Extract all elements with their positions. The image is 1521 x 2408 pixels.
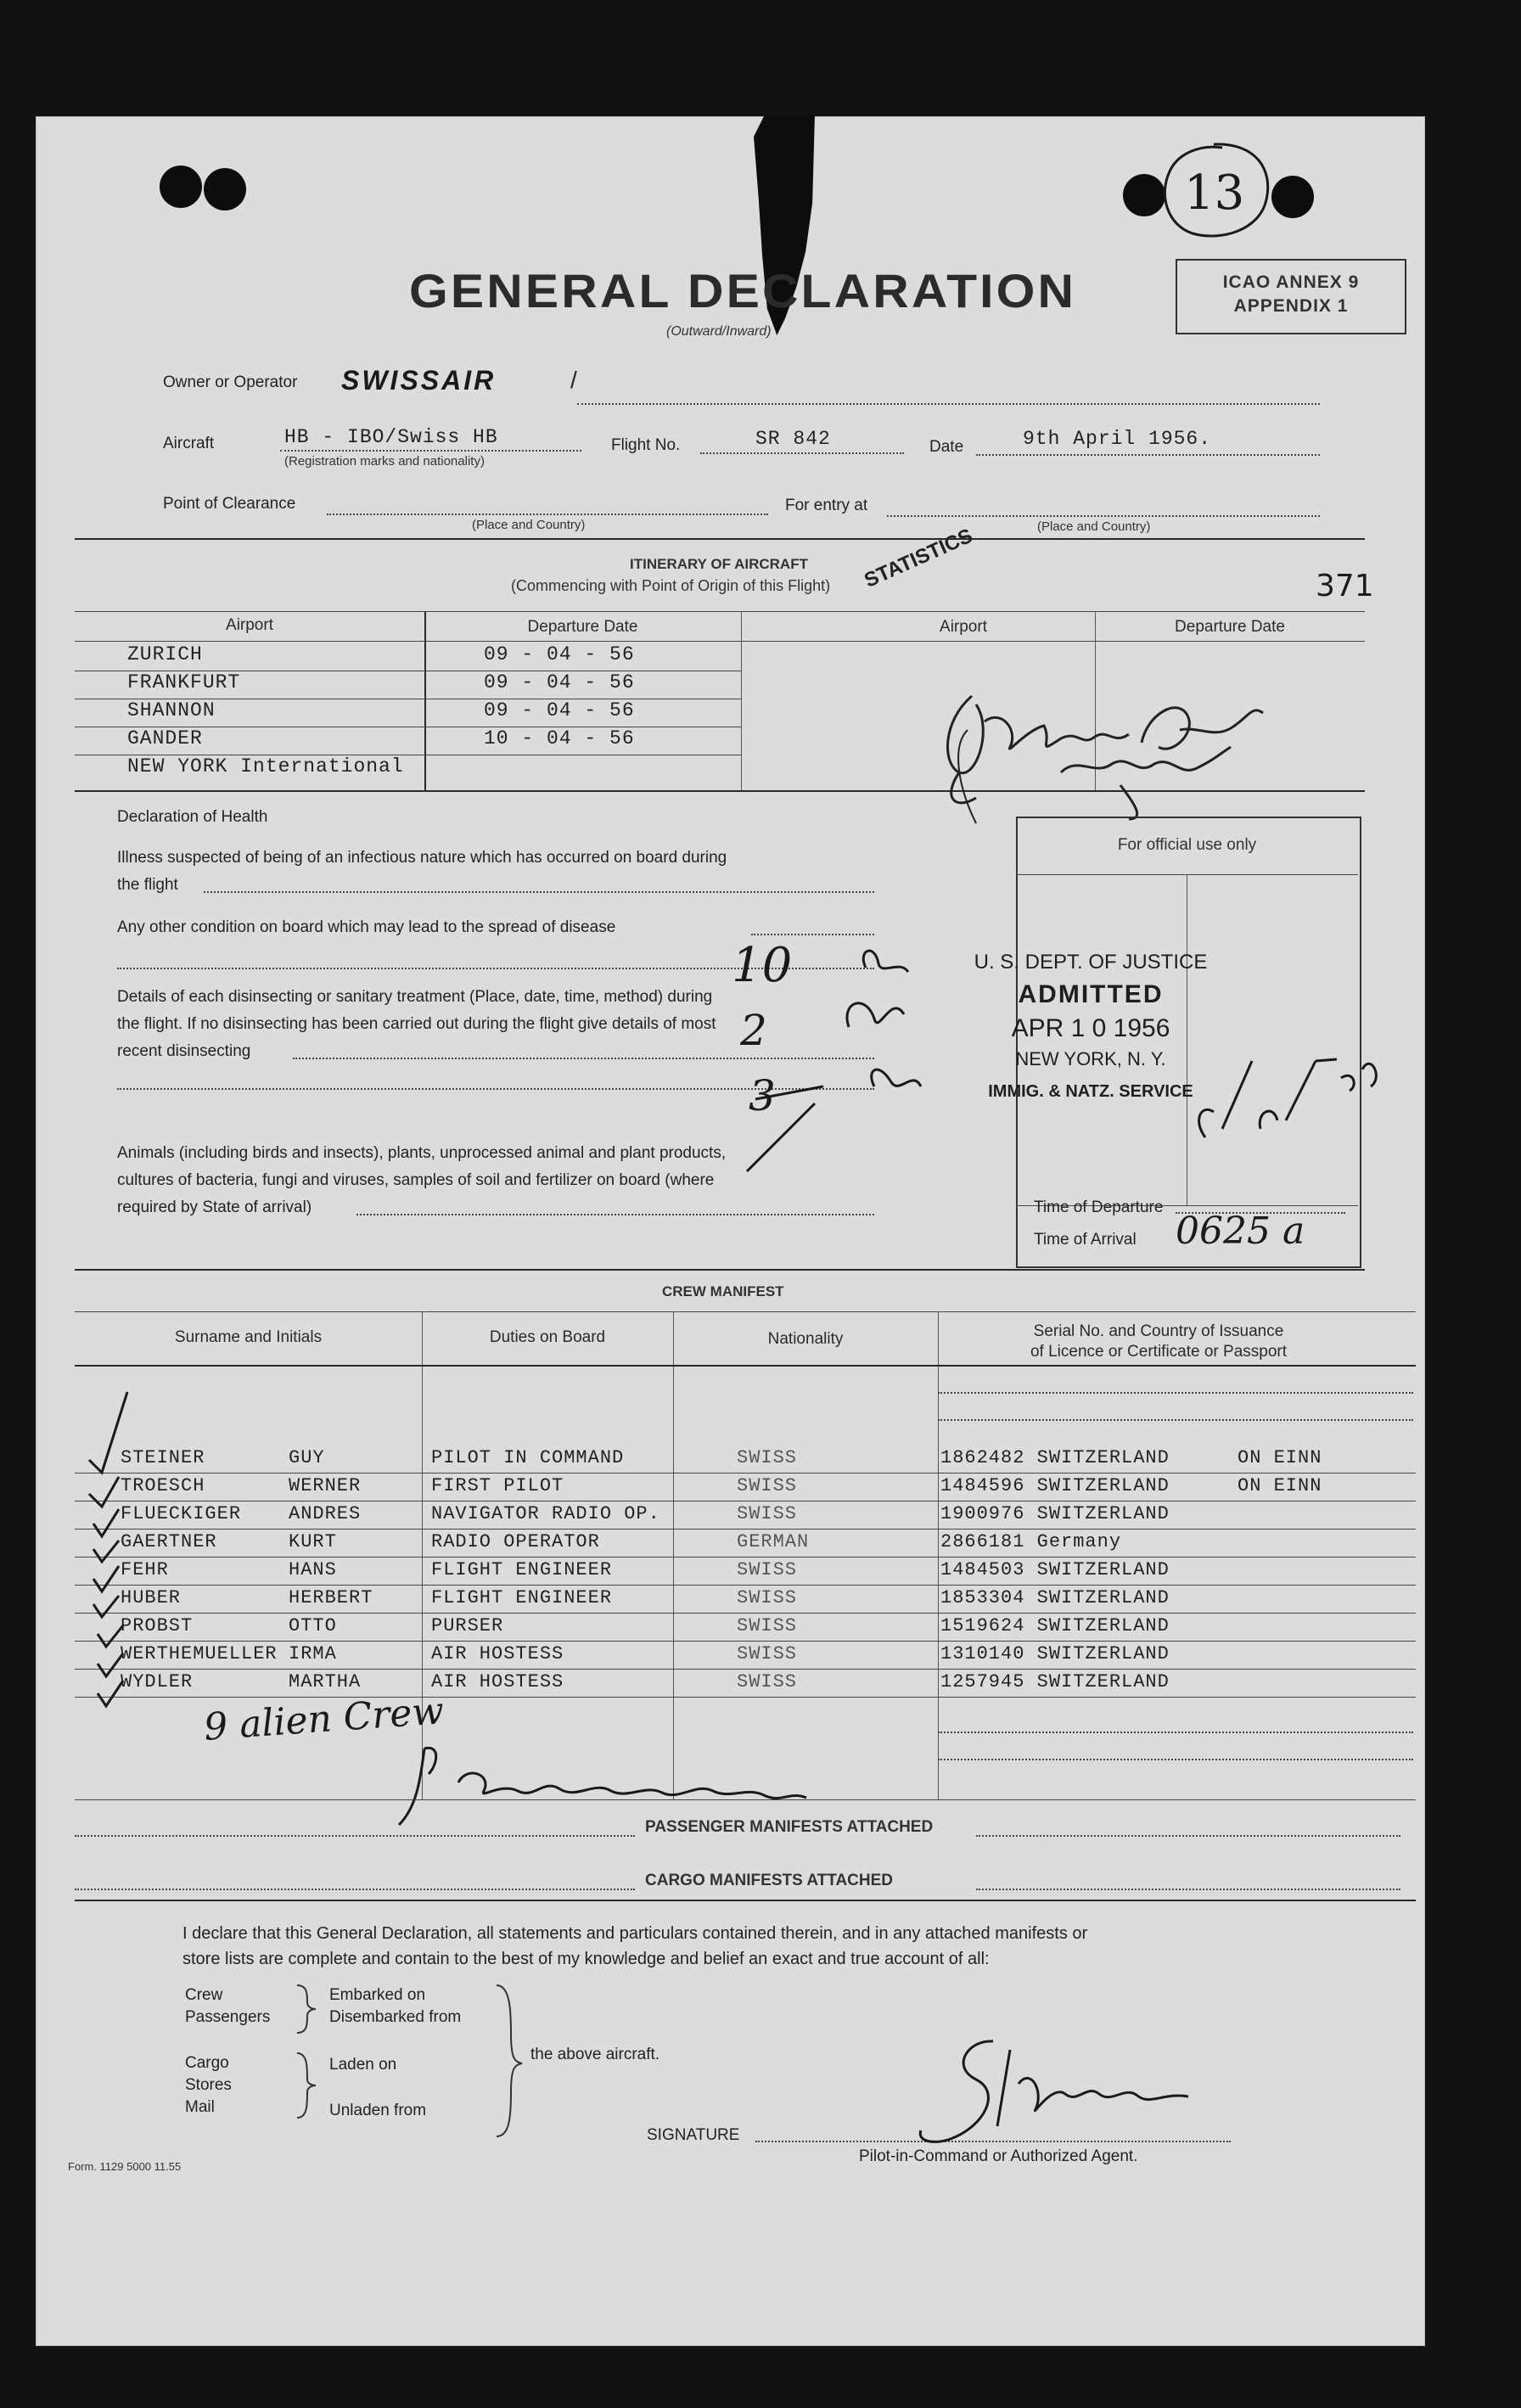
check-marks-icon <box>81 1384 140 1715</box>
itinerary-number: 371 <box>1316 569 1374 603</box>
aircraft-value: HB - IBO/Swiss HB <box>284 426 498 448</box>
crew-surname: WYDLER <box>121 1671 194 1692</box>
crew-surname: GAERTNER <box>121 1531 217 1552</box>
crew-nationality: SWISS <box>737 1643 798 1664</box>
crew-title: CREW MANIFEST <box>662 1283 784 1299</box>
crew-serial: 1257945 SWITZERLAND <box>940 1671 1170 1692</box>
itinerary-airport: NEW YORK International <box>127 755 404 777</box>
crew-surname: FEHR <box>121 1559 169 1580</box>
aircraft-label: Aircraft <box>163 435 215 452</box>
col-airport-1: Airport <box>226 616 273 634</box>
departure-time-label: Time of Departure <box>1034 1198 1164 1216</box>
decl-embarked: Embarked on <box>329 1986 426 2004</box>
clearance-note: (Place and Country) <box>472 518 586 532</box>
col-duties: Duties on Board <box>489 1328 606 1346</box>
stamp-dept: U. S. DEPT. OF JUSTICE <box>974 951 1208 974</box>
col-surname: Surname and Initials <box>174 1328 323 1346</box>
crew-serial: 1862482 SWITZERLAND <box>940 1447 1170 1468</box>
crew-nationality: GERMAN <box>737 1531 810 1552</box>
decl-stores: Stores <box>185 2076 232 2094</box>
itinerary-airport: GANDER <box>127 727 203 749</box>
crew-duty: NAVIGATOR RADIO OP. <box>431 1503 660 1524</box>
crew-note: ON EINN <box>1238 1447 1322 1468</box>
itinerary-date: 09 - 04 - 56 <box>484 643 635 665</box>
crew-surname: HUBER <box>121 1587 182 1608</box>
punch-hole-icon <box>204 168 246 210</box>
crew-surname: WERTHEMUELLER <box>121 1643 278 1664</box>
declaration-text-1: I declare that this General Declaration, all statements and particulars contained therein, and in any attached manifests or <box>182 1924 1088 1943</box>
crew-given-name: OTTO <box>289 1615 337 1636</box>
col-serial-2: of Licence or Certificate or Passport <box>1030 1343 1288 1361</box>
health-q3a: Details of each disinsecting or sanitary treatment (Place, date, time, method) during <box>117 988 713 1006</box>
owner-label: Owner or Operator <box>163 373 298 391</box>
crew-duty: PURSER <box>431 1615 504 1636</box>
passenger-manifests: PASSENGER MANIFESTS ATTACHED <box>645 1818 934 1836</box>
icao-annex: ICAO ANNEX 9 <box>1222 272 1360 292</box>
handwritten-3: 3 <box>749 1071 776 1120</box>
crew-given-name: GUY <box>289 1447 325 1468</box>
entry-label: For entry at <box>785 497 868 514</box>
crew-given-name: IRMA <box>289 1643 337 1664</box>
page-subtitle: (Outward/Inward) <box>666 324 772 339</box>
decl-laden: Laden on <box>329 2056 397 2074</box>
flight-label: Flight No. <box>611 436 681 454</box>
clearance-label: Point of Clearance <box>163 495 296 513</box>
official-signature-icon <box>925 628 1324 823</box>
crew-nationality: SWISS <box>737 1475 798 1496</box>
crew-surname: PROBST <box>121 1615 194 1636</box>
crew-serial: 1519624 SWITZERLAND <box>940 1615 1170 1636</box>
crew-serial: 1310140 SWITZERLAND <box>940 1643 1170 1664</box>
entry-note: (Place and Country) <box>1037 519 1151 534</box>
col-departure-2: Departure Date <box>1175 618 1285 636</box>
crew-serial: 2866181 Germany <box>940 1531 1122 1552</box>
signature-label: SIGNATURE <box>647 2126 740 2144</box>
itinerary-subtitle: (Commencing with Point of Origin of this Flight) <box>511 577 831 594</box>
decl-unladen: Unladen from <box>329 2102 427 2119</box>
brace-icon <box>289 1982 526 2143</box>
crew-duty: RADIO OPERATOR <box>431 1531 600 1552</box>
health-q3c: recent disinsecting <box>117 1042 251 1060</box>
crew-serial: 1484503 SWITZERLAND <box>940 1559 1170 1580</box>
cargo-manifests: CARGO MANIFESTS ATTACHED <box>645 1872 894 1889</box>
official-title: For official use only <box>1117 836 1257 854</box>
itinerary-title: ITINERARY OF AIRCRAFT <box>630 556 808 572</box>
health-q3b: the flight. If no disinsecting has been carried out during the flight give details of most <box>117 1015 716 1033</box>
itinerary-date: 10 - 04 - 56 <box>484 727 635 749</box>
crew-duty: FLIGHT ENGINEER <box>431 1559 613 1580</box>
punch-hole-icon <box>160 166 202 208</box>
crew-nationality: SWISS <box>737 1615 798 1636</box>
stamp-admitted: ADMITTED <box>1018 980 1164 1008</box>
crew-duty: PILOT IN COMMAND <box>431 1447 625 1468</box>
flight-value: SR 842 <box>755 428 831 450</box>
crew-given-name: HERBERT <box>289 1587 373 1608</box>
health-q1b: the flight <box>117 876 178 894</box>
stamp-city: NEW YORK, N. Y. <box>1015 1048 1166 1069</box>
signature-caption: Pilot-in-Command or Authorized Agent. <box>859 2147 1138 2165</box>
crew-duty: FLIGHT ENGINEER <box>431 1587 613 1608</box>
crew-surname: FLUECKIGER <box>121 1503 242 1524</box>
crew-nationality: SWISS <box>737 1447 798 1468</box>
stamp-date: APR 1 0 1956 <box>1011 1014 1170 1042</box>
declaration-text-2: store lists are complete and contain to the best of my knowledge and belief an exact and true account of all: <box>182 1950 990 1968</box>
health-q1a: Illness suspected of being of an infectious nature which has occurred on board during <box>117 849 727 867</box>
crew-nationality: SWISS <box>737 1559 798 1580</box>
date-label: Date <box>929 438 964 456</box>
statistics-stamp: STATISTICS <box>861 524 976 592</box>
handwritten-2: 2 <box>740 1006 767 1055</box>
arrival-time-value: 0625 a <box>1176 1210 1305 1253</box>
date-value: 9th April 1956. <box>1023 428 1212 450</box>
col-departure-1: Departure Date <box>527 618 638 636</box>
handwritten-10: 10 <box>732 938 793 993</box>
col-serial: Serial No. and Country of Issuance <box>1033 1322 1284 1340</box>
icao-appendix: APPENDIX 1 <box>1233 296 1349 316</box>
crew-nationality: SWISS <box>737 1503 798 1524</box>
col-nationality: Nationality <box>767 1330 844 1348</box>
crew-note: ON EINN <box>1238 1475 1322 1496</box>
col-airport-2: Airport <box>940 618 987 636</box>
crew-serial: 1853304 SWITZERLAND <box>940 1587 1170 1608</box>
itinerary-airport: FRANKFURT <box>127 671 241 693</box>
owner-value: SWISSAIR <box>341 365 497 396</box>
decl-above: the above aircraft. <box>530 2046 660 2063</box>
crew-duty: FIRST PILOT <box>431 1475 564 1496</box>
arrival-time-label: Time of Arrival <box>1034 1231 1137 1249</box>
pilot-signature-icon <box>883 2033 1222 2160</box>
crew-given-name: ANDRES <box>289 1503 362 1524</box>
page-title: GENERAL DECLARATION <box>409 264 1077 317</box>
decl-mail: Mail <box>185 2098 215 2116</box>
health-q4c: required by State of arrival) <box>117 1198 312 1216</box>
health-q2: Any other condition on board which may lead to the spread of disease <box>117 918 616 936</box>
aircraft-note: (Registration marks and nationality) <box>284 454 485 469</box>
crew-given-name: KURT <box>289 1531 337 1552</box>
decl-passengers: Passengers <box>185 2008 271 2026</box>
crew-serial: 1900976 SWITZERLAND <box>940 1503 1170 1524</box>
itinerary-airport: SHANNON <box>127 699 216 721</box>
handwritten-notes-icon <box>730 934 968 1180</box>
crew-given-name: HANS <box>289 1559 337 1580</box>
crew-given-name: WERNER <box>289 1475 362 1496</box>
stamp-service: IMMIG. & NATZ. SERVICE <box>988 1082 1193 1101</box>
crew-serial: 1484596 SWITZERLAND <box>940 1475 1170 1496</box>
crew-duty: AIR HOSTESS <box>431 1671 564 1692</box>
crew-surname: STEINER <box>121 1447 205 1468</box>
health-q4a: Animals (including birds and insects), plants, unprocessed animal and plant products, <box>117 1144 727 1162</box>
health-title: Declaration of Health <box>117 808 268 826</box>
itinerary-airport: ZURICH <box>127 643 203 665</box>
health-q4b: cultures of bacteria, fungi and viruses, samples of soil and fertilizer on board (where <box>117 1171 715 1189</box>
itinerary-date: 09 - 04 - 56 <box>484 699 635 721</box>
decl-cargo: Cargo <box>185 2054 229 2072</box>
decl-disembarked: Disembarked from <box>329 2008 462 2026</box>
itinerary-date: 09 - 04 - 56 <box>484 671 635 693</box>
owner-slash: / <box>570 367 577 393</box>
crew-nationality: SWISS <box>737 1587 798 1608</box>
handwritten-crew-note: 9 alien Crew <box>202 1689 446 1749</box>
icao-box <box>1176 259 1406 334</box>
decl-crew: Crew <box>185 1986 223 2004</box>
page-number: 13 <box>1184 166 1245 221</box>
crew-surname: TROESCH <box>121 1475 205 1496</box>
crew-duty: AIR HOSTESS <box>431 1643 564 1664</box>
form-code: Form. 1129 5000 11.55 <box>68 2160 182 2173</box>
crew-given-name: MARTHA <box>289 1671 362 1692</box>
handwritten-class-icon <box>1188 1010 1383 1154</box>
crew-nationality: SWISS <box>737 1671 798 1692</box>
